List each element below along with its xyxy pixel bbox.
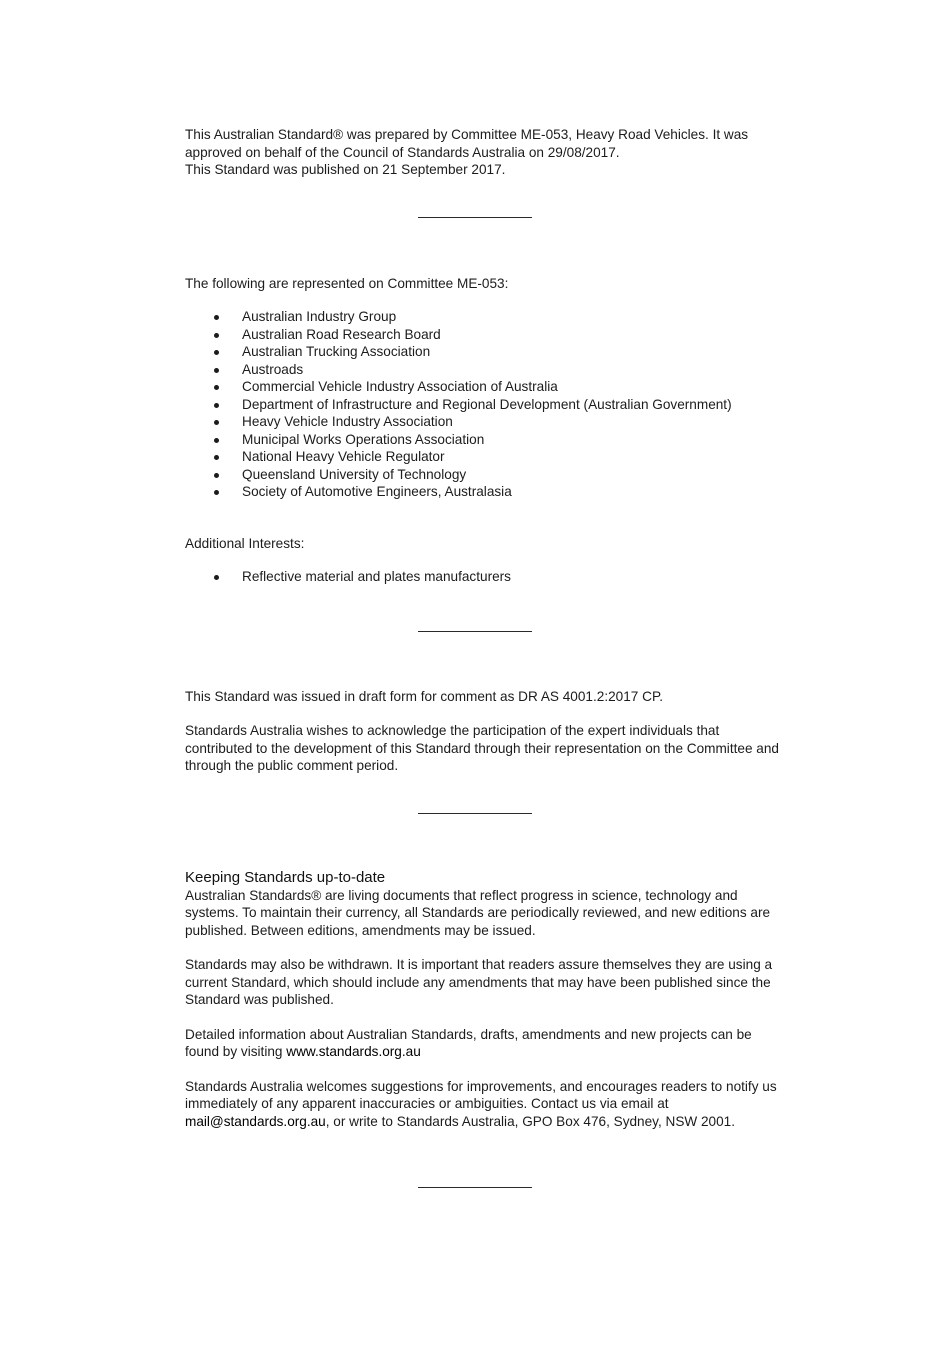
keeping-para-suggestions bbox=[185, 1078, 785, 1131]
bullet-icon bbox=[214, 385, 219, 390]
list-item bbox=[185, 308, 785, 326]
list-item-label: Heavy Vehicle Industry Association bbox=[242, 414, 453, 429]
list-item-label: Australian Industry Group bbox=[242, 309, 397, 324]
list-item bbox=[185, 483, 785, 501]
bullet-icon bbox=[214, 403, 219, 408]
bullet-icon bbox=[214, 315, 219, 320]
list-item-label: National Heavy Vehicle Regulator bbox=[242, 449, 445, 464]
list-item-label: Municipal Works Operations Association bbox=[242, 431, 485, 447]
list-item bbox=[185, 568, 785, 586]
intro-approval-text: This Australian Standard® was prepared by Committee ME-053, Heavy Road Vehicles. It was approved on behalf of the Council of Standards Australia on 29/08/2017. bbox=[185, 127, 749, 160]
email-link[interactable]: mail@standards.org.au bbox=[185, 1113, 326, 1129]
keeping-para-living-documents: Australian Standards® are living documents that reflect progress in science, technology and systems. To maintain their currency, all Standards are periodically reviewed, and new editions are published. Between editions, amendments may be issued. bbox=[185, 887, 771, 938]
list-item bbox=[185, 466, 785, 484]
bullet-icon bbox=[214, 438, 219, 443]
list-item-label: Reflective material and plates manufacturers bbox=[242, 569, 511, 584]
list-item bbox=[185, 361, 785, 379]
list-item bbox=[185, 396, 785, 414]
list-item-label: Department of Infrastructure and Regional Development (Australian Government) bbox=[242, 396, 732, 412]
list-item bbox=[185, 448, 785, 466]
section-divider bbox=[418, 631, 532, 632]
list-item-label: Austroads bbox=[242, 361, 304, 377]
detailed-info-text: Detailed information about Australian Standards, drafts, amendments and new projects can be found by visiting bbox=[185, 1026, 752, 1059]
keeping-para-withdrawn: Standards may also be withdrawn. It is important that readers assure themselves they are using a current Standard, which should include any amendments that may have been published since the Standard was published. bbox=[185, 957, 773, 1007]
list-item bbox=[185, 431, 785, 449]
keeping-para-detailed-info bbox=[185, 1026, 785, 1061]
section-divider bbox=[418, 1187, 532, 1188]
keeping-standards-heading: Keeping Standards up-to-date bbox=[185, 868, 386, 886]
bullet-icon bbox=[214, 333, 219, 338]
committee-intro-text: The following are represented on Committee ME-053: bbox=[185, 275, 509, 291]
bullet-icon bbox=[214, 473, 219, 478]
list-item-label: Commercial Vehicle Industry Association of Australia bbox=[242, 379, 558, 394]
section-divider bbox=[418, 217, 532, 218]
bullet-icon bbox=[214, 490, 219, 495]
additional-interests-list bbox=[185, 568, 785, 586]
additional-interests-label: Additional Interests: bbox=[185, 535, 305, 551]
list-item bbox=[185, 326, 785, 344]
list-item bbox=[185, 413, 785, 431]
bullet-icon bbox=[214, 350, 219, 355]
list-item-label: Society of Automotive Engineers, Australasia bbox=[242, 484, 512, 499]
committee-section bbox=[185, 275, 785, 586]
list-item bbox=[185, 343, 785, 361]
intro-published-text: This Standard was published on 21 September 2017. bbox=[185, 162, 506, 177]
draft-section bbox=[185, 688, 785, 775]
draft-issued-text: This Standard was issued in draft form for comment as DR AS 4001.2:2017 CP. bbox=[185, 688, 664, 704]
bullet-icon bbox=[214, 368, 219, 373]
document-page bbox=[185, 126, 785, 1188]
list-item-label: Australian Road Research Board bbox=[242, 326, 441, 342]
standards-website-link[interactable]: www.standards.org.au bbox=[286, 1044, 421, 1059]
list-item-label: Australian Trucking Association bbox=[242, 344, 431, 359]
bullet-icon bbox=[214, 575, 219, 580]
postal-address-text: , or write to Standards Australia, GPO Box 476, Sydney, NSW 2001. bbox=[325, 1113, 736, 1129]
bullet-icon bbox=[214, 455, 219, 460]
list-item bbox=[185, 378, 785, 396]
keeping-standards-section bbox=[185, 869, 785, 1131]
section-divider bbox=[418, 813, 532, 814]
committee-members-list bbox=[185, 308, 785, 501]
acknowledgement-text: Standards Australia wishes to acknowledge the participation of the expert individuals that contributed to the development of this Standard through their representation on the Committee and through the public comment period. bbox=[185, 723, 779, 773]
intro-section bbox=[185, 126, 785, 179]
suggestions-text: Standards Australia welcomes suggestions for improvements, and encourages readers to notify us immediately of any apparent inaccuracies or ambiguities. Contact us via email at bbox=[185, 1078, 777, 1111]
bullet-icon bbox=[214, 420, 219, 425]
list-item-label: Queensland University of Technology bbox=[242, 466, 467, 482]
